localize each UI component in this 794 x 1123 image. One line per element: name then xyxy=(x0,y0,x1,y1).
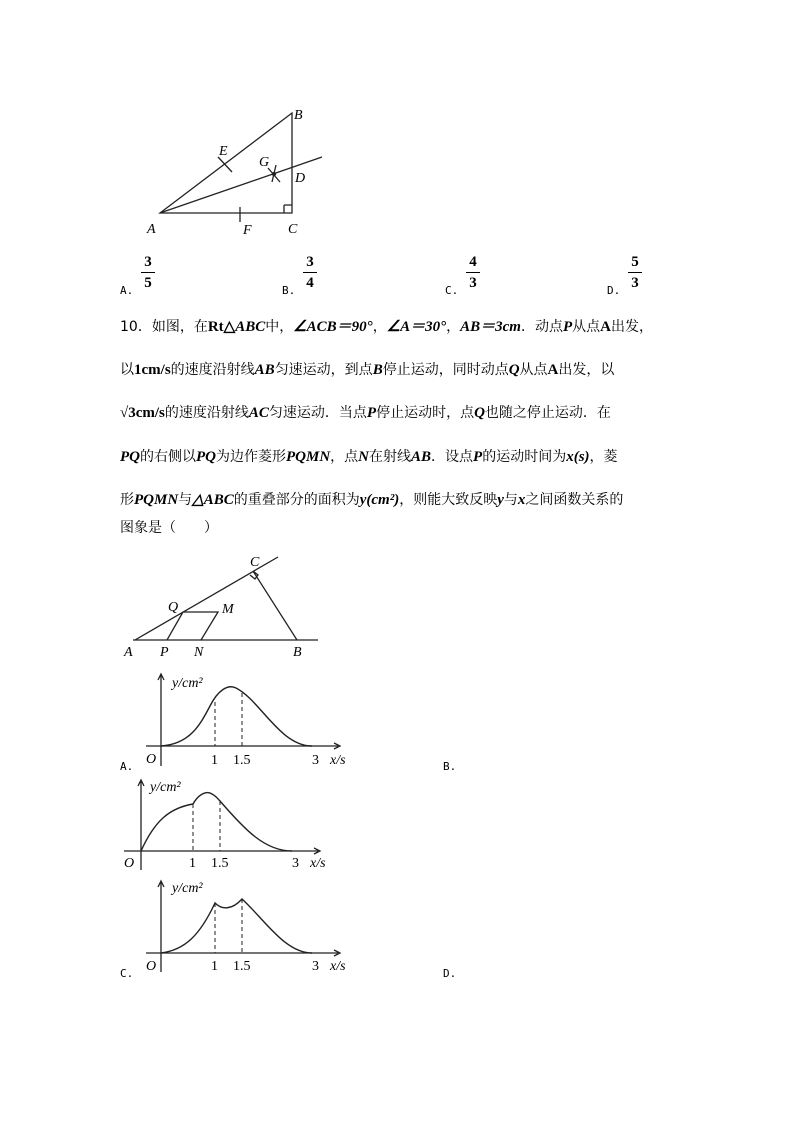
math: x(s) xyxy=(566,449,590,465)
graph-option-c xyxy=(146,881,346,974)
denominator: 5 xyxy=(144,275,152,291)
text: 与 xyxy=(178,492,193,508)
math: x xyxy=(517,492,526,508)
q10-option-b[interactable]: B. xyxy=(443,760,457,773)
numerator: 3 xyxy=(144,254,152,270)
label-A: A xyxy=(147,222,156,237)
y-axis-label: y/cm² xyxy=(172,676,203,691)
math: y(cm²) xyxy=(359,492,400,508)
q10-option-a[interactable]: A. xyxy=(120,760,134,773)
text: 匀速运动．当点 xyxy=(268,405,367,421)
tick-1-5: 1.5 xyxy=(233,959,251,974)
origin-label: O xyxy=(146,959,157,974)
math: Q xyxy=(474,405,485,421)
text: 从点 xyxy=(572,319,601,335)
math: √3cm/s xyxy=(120,405,165,421)
label-B: B xyxy=(294,108,303,123)
text: ．设点 xyxy=(431,449,474,465)
text: 停止运动时，点 xyxy=(376,405,475,421)
q9-option-d-letter[interactable]: D. xyxy=(607,284,621,297)
q10-line-1 xyxy=(120,317,653,337)
q9-option-b-letter[interactable]: B. xyxy=(282,284,296,297)
q10-line-4 xyxy=(120,447,618,467)
x-axis-label: x/s xyxy=(330,959,346,974)
text: 10．如图，在 xyxy=(120,319,208,335)
text: 的速度沿射线 xyxy=(170,362,255,378)
y-axis-label: y/cm² xyxy=(172,881,203,896)
math: AC xyxy=(248,405,269,421)
q10-option-c[interactable]: C. xyxy=(120,967,134,980)
q10-triangle-figure xyxy=(123,555,318,660)
numerator: 4 xyxy=(469,254,477,270)
math: PQ xyxy=(120,449,140,465)
q10-line-2 xyxy=(120,360,614,380)
tick-1-5: 1.5 xyxy=(233,753,251,768)
x-axis-label: x/s xyxy=(330,753,346,768)
math: B xyxy=(372,362,383,378)
text: 以 xyxy=(120,362,134,378)
math: PQMN xyxy=(286,449,331,465)
graph-option-a xyxy=(146,674,346,768)
q10-line-6: 图象是（ ） xyxy=(120,520,218,536)
text: ，点 xyxy=(330,449,359,465)
math: ∠ACB＝90° xyxy=(293,319,373,335)
math: P xyxy=(562,319,573,335)
text: ， xyxy=(446,319,461,335)
math: y xyxy=(497,492,504,508)
label-M: M xyxy=(222,602,234,617)
text: ， xyxy=(372,319,387,335)
math: ABC xyxy=(235,319,266,335)
label-G: G xyxy=(259,155,270,170)
label-D: D xyxy=(295,171,306,186)
math: N xyxy=(358,449,370,465)
text: 的右侧以 xyxy=(140,449,196,465)
text: ，则能大致反映 xyxy=(399,492,498,508)
graph-option-b xyxy=(124,780,326,871)
q10-line-3 xyxy=(120,403,611,423)
math: A xyxy=(600,319,611,335)
label-Q: Q xyxy=(168,600,179,615)
x-axis-label: x/s xyxy=(310,856,326,871)
tick-3: 3 xyxy=(312,959,319,974)
math: 1cm/s xyxy=(134,362,171,378)
origin-label: O xyxy=(124,856,135,871)
text: 形 xyxy=(120,492,134,508)
label-C: C xyxy=(250,555,260,570)
math: ∠A＝30° xyxy=(386,319,447,335)
math: AB xyxy=(411,449,432,465)
text: 之间函数关系的 xyxy=(525,492,624,508)
math: Q xyxy=(508,362,520,378)
label-P: P xyxy=(160,645,169,660)
text: 匀速运动，到点 xyxy=(274,362,373,378)
q9-option-b-value[interactable] xyxy=(303,254,317,291)
denominator: 3 xyxy=(631,275,639,291)
text: 为边作菱形 xyxy=(216,449,286,465)
math: P xyxy=(366,405,377,421)
tick-1: 1 xyxy=(211,959,218,974)
tick-1: 1 xyxy=(189,856,196,871)
tick-3: 3 xyxy=(292,856,299,871)
text: 与 xyxy=(503,492,518,508)
q9-option-d-value[interactable] xyxy=(628,254,642,291)
q9-option-c-value[interactable] xyxy=(466,254,480,291)
text: 的重叠部分的面积为 xyxy=(233,492,360,508)
denominator: 4 xyxy=(306,275,314,291)
tick-1: 1 xyxy=(211,753,218,768)
text: 也随之停止运动．在 xyxy=(484,405,611,421)
denominator: 3 xyxy=(469,275,477,291)
origin-label: O xyxy=(146,752,157,767)
text: ，菱 xyxy=(589,449,618,465)
math: P xyxy=(473,449,483,465)
tick-1-5: 1.5 xyxy=(211,856,229,871)
numerator: 5 xyxy=(631,254,639,270)
math: △ABC xyxy=(192,492,234,508)
tick-3: 3 xyxy=(312,753,319,768)
text: 中， xyxy=(265,319,294,335)
text: 停止运动，同时动点 xyxy=(382,362,509,378)
q9-option-a-value[interactable] xyxy=(141,254,155,291)
text: 出发，以 xyxy=(558,362,615,378)
text: 从点 xyxy=(519,362,548,378)
label-B: B xyxy=(293,645,302,660)
q9-option-a-letter[interactable]: A. xyxy=(120,284,134,297)
math: AB xyxy=(254,362,275,378)
label-F: F xyxy=(243,223,252,238)
label-A: A xyxy=(124,645,133,660)
math: PQ xyxy=(196,449,216,465)
text: 的运动时间为 xyxy=(482,449,567,465)
text: 在射线 xyxy=(369,449,412,465)
numerator: 3 xyxy=(306,254,314,270)
math: Rt△ xyxy=(207,319,236,335)
text: 出发， xyxy=(611,319,653,335)
label-C: C xyxy=(288,222,298,237)
label-N: N xyxy=(194,645,204,660)
q9-option-c-letter[interactable]: C. xyxy=(445,284,459,297)
y-axis-label: y/cm² xyxy=(150,780,181,795)
text: ．动点 xyxy=(520,319,563,335)
math: A xyxy=(547,362,559,378)
math: AB＝3cm xyxy=(460,319,521,335)
q10-option-d[interactable]: D. xyxy=(443,967,457,980)
math: PQMN xyxy=(134,492,179,508)
label-E: E xyxy=(219,144,228,159)
text: 的速度沿射线 xyxy=(164,405,249,421)
q10-line-5 xyxy=(120,490,623,510)
q9-triangle-figure xyxy=(146,108,322,238)
